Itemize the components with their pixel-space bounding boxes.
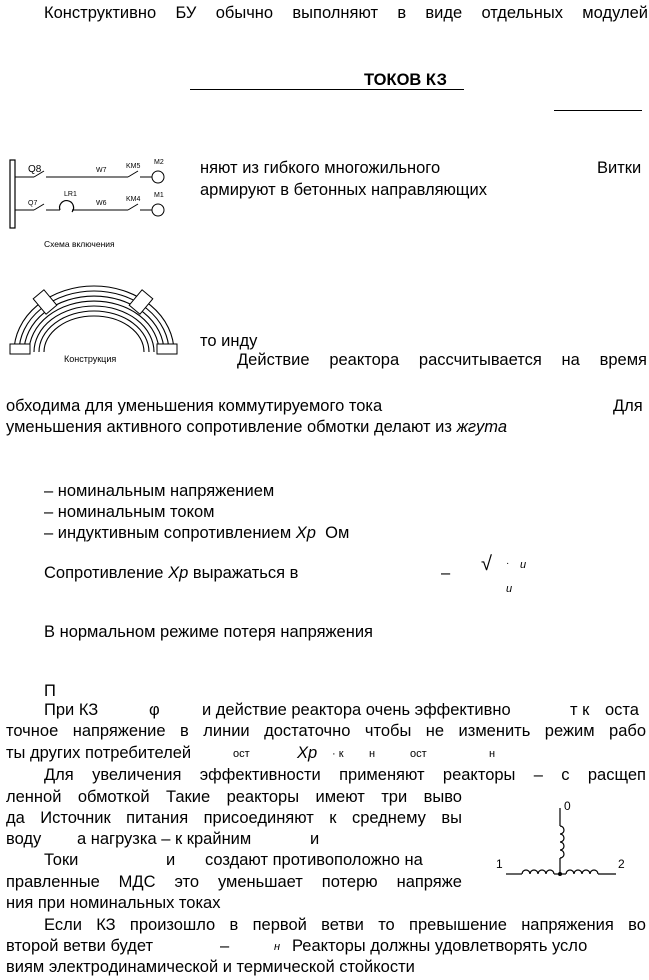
paragraph-p: П	[44, 682, 56, 700]
kz-sub-n-2: н	[489, 748, 496, 760]
split-line-2: ленной обмоткой Такие реакторы имеют три выво	[6, 788, 462, 806]
busbar	[10, 160, 15, 228]
final-line-1: Если КЗ произошло в первой ветви то превышение напряжения во	[44, 916, 646, 934]
kz-xp: Xр	[297, 744, 318, 762]
label-km4: KM4	[126, 196, 141, 203]
formula-dash: –	[441, 564, 451, 582]
label-km5: KM5	[126, 163, 141, 170]
split-reactor-diagram	[488, 800, 638, 890]
kz-sub-n-1: н	[369, 748, 376, 760]
construction-caption: Конструкция	[64, 354, 117, 364]
bullet-3: – индуктивным сопротивлением Xр Ом	[44, 524, 350, 542]
label-q8: Q8	[28, 164, 42, 175]
coil-right	[566, 870, 598, 874]
label-w6: W6	[96, 200, 107, 207]
winding-arc	[44, 316, 144, 352]
terminal-0: 0	[564, 799, 571, 813]
text-line-7a: обходима для уменьшения коммутируемого тока	[6, 397, 383, 415]
sqrt-sign: √	[481, 553, 492, 575]
split-line-5c: создают противоположно на	[205, 851, 423, 869]
split-line-4c: и	[310, 830, 320, 848]
final-line-2c: н	[274, 941, 281, 953]
kz-sub-ost-1: ост	[233, 748, 250, 760]
label-lr1: LR1	[64, 191, 77, 198]
contact-km5	[128, 171, 138, 177]
kz-line-1a: При КЗ	[44, 701, 99, 719]
label-q7: Q7	[28, 200, 38, 207]
kz-sub-ost-2: ост	[410, 748, 427, 760]
final-line-2b: –	[220, 937, 230, 955]
kz-line-1d: оста	[605, 701, 639, 719]
right-rule	[554, 110, 642, 111]
title-rule	[190, 89, 464, 90]
split-line-7: ния при номинальных токах	[6, 894, 221, 912]
label-w7: W7	[96, 167, 107, 174]
split-line-1: Для увеличения эффективности применяют реакторы – с расщеп	[44, 766, 646, 784]
final-line-2a: второй ветви будет	[6, 937, 154, 955]
kz-line-2: точное напряжение в линии достаточно чтобы не изменить режим рабо	[6, 722, 646, 740]
junction	[558, 872, 562, 876]
formula-dot: ·	[506, 558, 510, 569]
terminal-1: 1	[496, 857, 503, 871]
text-line-5: то инду	[200, 332, 258, 350]
split-line-6: правленные МДС это уменьшает потерю напряже	[6, 873, 462, 891]
text-line-7b: Для	[613, 397, 643, 415]
concrete-support	[10, 344, 30, 354]
kz-phi: φ	[149, 701, 160, 719]
contact-km4	[128, 204, 138, 210]
text-line-3a: няют из гибкого многожильного	[200, 159, 441, 177]
split-line-4b: а нагрузка – к крайним	[77, 830, 252, 848]
circuit-schematic	[0, 150, 180, 250]
text-line-8: уменьшения активного сопротивление обмотки делают из жгута	[6, 418, 508, 436]
bullet-1: – номинальным напряжением	[44, 482, 275, 500]
text-line-1: Конструктивно БУ обычно выполняют в виде отдельных модулей	[44, 4, 648, 22]
kz-line-3a: ты других потребителей	[6, 744, 192, 762]
coil-left	[522, 870, 554, 874]
section-title: ТОКОВ КЗ	[364, 71, 447, 89]
split-line-3: да Источник питания присоединяют к среднему вы	[6, 809, 462, 827]
motor-m2	[152, 171, 164, 183]
reactor-lr1	[60, 201, 74, 212]
terminal-2: 2	[618, 857, 625, 871]
normal-mode-line: В нормальном режиме потеря напряжения	[44, 623, 373, 641]
text-line-4: армируют в бетонных направляющих	[200, 181, 487, 199]
motor-m1	[152, 204, 164, 216]
label-m1: M1	[154, 192, 164, 199]
split-line-4a: воду	[6, 830, 42, 848]
concrete-support	[33, 290, 57, 314]
final-line-3: виям электродинамической и термической стойкости	[6, 958, 415, 976]
split-line-5a: Токи	[44, 851, 79, 869]
schematic-caption: Схема включения	[44, 239, 115, 249]
concrete-support	[157, 344, 177, 354]
split-line-5b: и	[166, 851, 176, 869]
label-m2: M2	[154, 159, 164, 166]
kz-line-1b: и действие реактора очень эффективно	[202, 701, 511, 719]
formula-u1: u	[520, 559, 527, 571]
bullet-2: – номинальным током	[44, 503, 215, 521]
formula-line: Сопротивление Xр выражаться в	[44, 564, 299, 582]
coil-center	[560, 826, 564, 858]
kz-line-1c: т к	[570, 701, 590, 719]
formula-u2: u	[506, 583, 513, 595]
final-line-2d: Реакторы должны удовлетворять усло	[292, 937, 588, 955]
text-line-3b: Витки	[597, 159, 642, 177]
text-line-6: Действие реактора рассчитывается на время	[237, 351, 647, 369]
kz-sub-k: · к	[332, 748, 344, 760]
reactor-construction	[6, 272, 191, 367]
